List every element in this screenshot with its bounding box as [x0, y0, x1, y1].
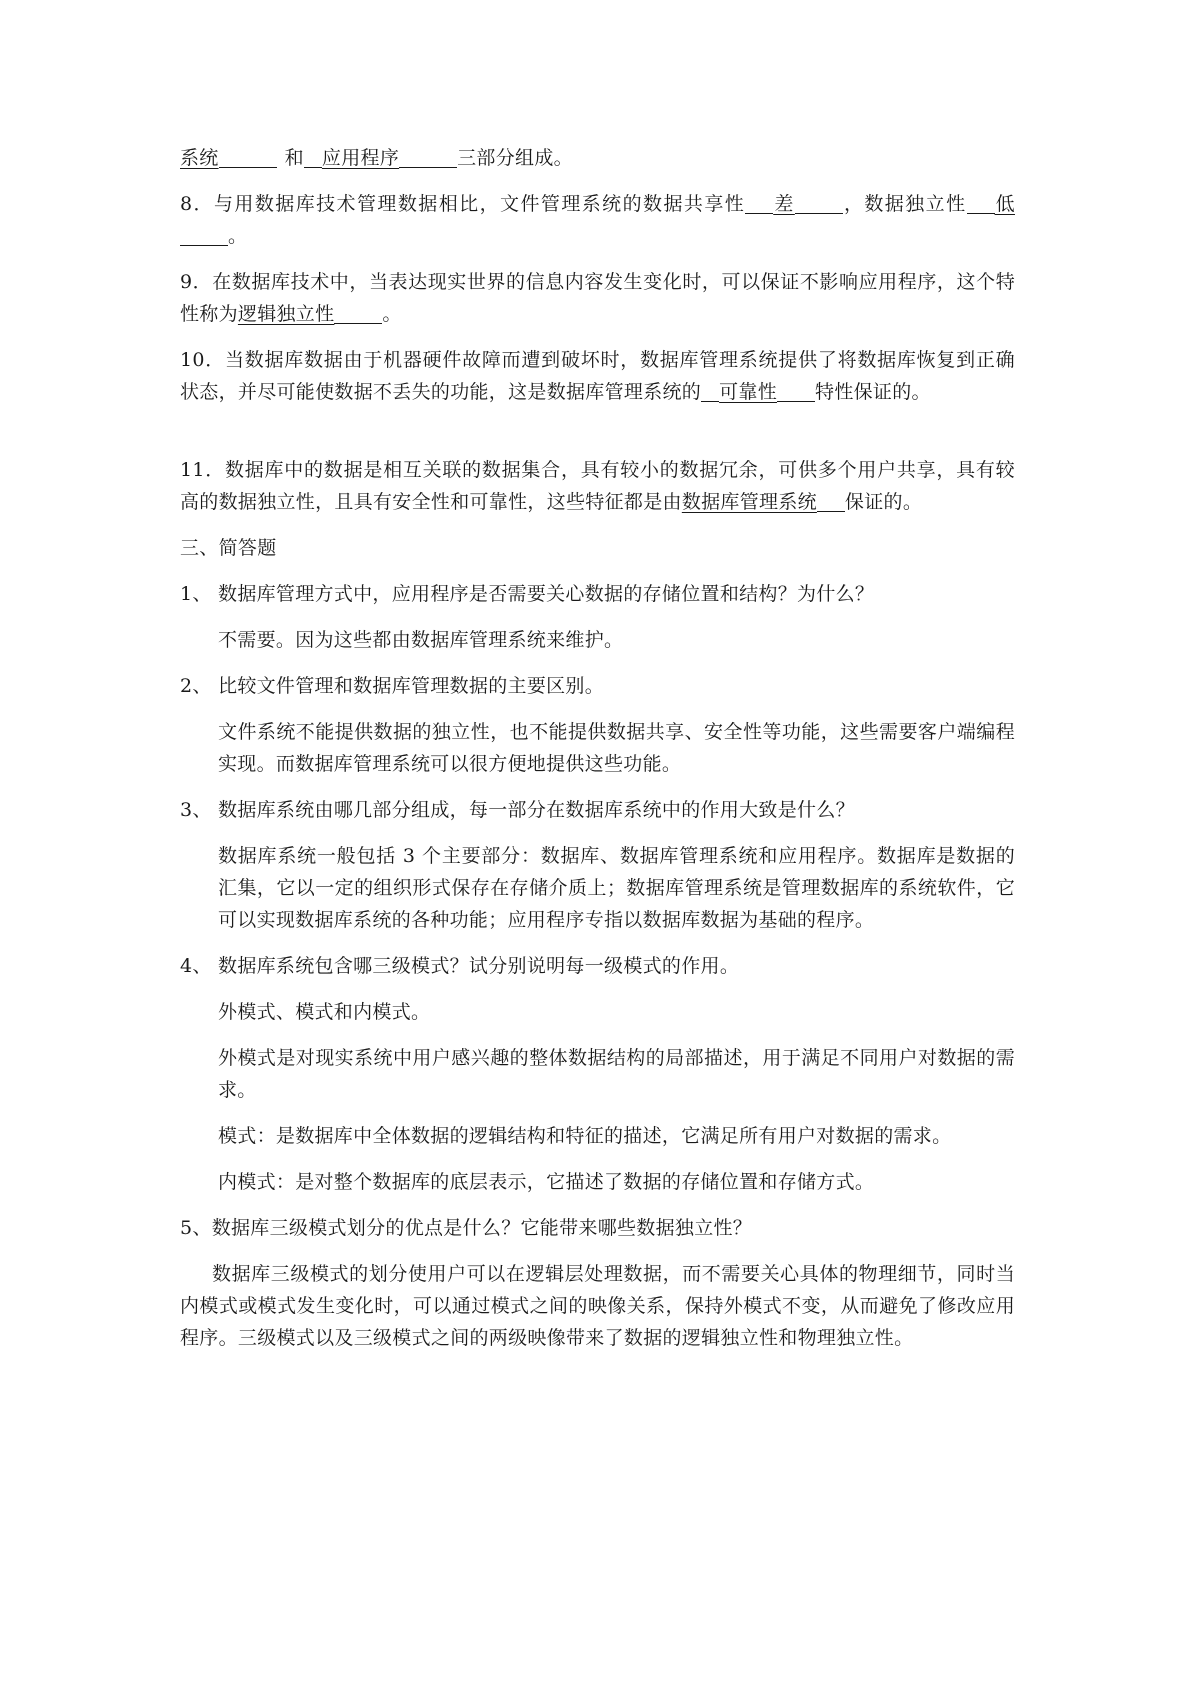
q7-blank-3	[304, 145, 322, 168]
short-answer-4-text-2: 外模式是对现实系统中用户感兴趣的整体数据结构的局部描述，用于满足不同用户对数据的需求。	[218, 1047, 1015, 1101]
document-page	[180, 142, 1015, 1354]
q11-blank-1	[817, 489, 845, 512]
q10-blank-2	[777, 379, 815, 402]
section-heading-short-answer: 三、简答题	[180, 537, 277, 559]
q10-text-2: 特性保证的。	[815, 381, 931, 403]
q7-answer-system: 系统	[180, 147, 219, 169]
question-8	[180, 188, 1015, 252]
short-answer-question-3: 3、 数据库系统由哪几部分组成，每一部分在数据库系统中的作用大致是什么？	[180, 799, 855, 821]
q8-text-3: 。	[228, 225, 248, 247]
q8-answer-2: 低	[994, 193, 1015, 215]
q10-blank-1	[701, 379, 719, 402]
short-answer-question-4: 4、 数据库系统包含哪三级模式？试分别说明每一级模式的作用。	[180, 955, 740, 977]
q11-text-2: 保证的。	[844, 491, 923, 513]
q11-answer-1: 数据库管理系统	[681, 491, 817, 513]
short-answer-4-text-1: 外模式、模式和内模式。	[218, 1001, 431, 1023]
q7-text-end: 三部分组成。	[457, 147, 573, 169]
q8-text-1: 8．与用数据库技术管理数据相比，文件管理系统的数据共享性	[180, 193, 746, 215]
q9-text-1: 9．在数据库技术中，当表达现实世界的信息内容发生变化时，可以保证不影响应用程序，这个特性称为	[180, 271, 1015, 325]
short-answer-3-text: 数据库系统一般包括 3 个主要部分：数据库、数据库管理系统和应用程序。数据库是数据的汇集，它以一定的组织形式保存在存储介质上；数据库管理系统是管理数据库的系统软件，它可以实现数据库系统的各种功能；应用程序专指以数据库数据为基础的程序。	[218, 845, 1015, 931]
question-10	[180, 344, 1015, 408]
question-9	[180, 266, 1015, 330]
short-answer-question-5: 5、数据库三级模式划分的优点是什么？它能带来哪些数据独立性？	[180, 1217, 753, 1239]
q8-blank-3	[967, 191, 995, 214]
short-answer-2-text: 文件系统不能提供数据的独立性，也不能提供数据共享、安全性等功能，这些需要客户端编程实现。而数据库管理系统可以很方便地提供这些功能。	[218, 721, 1015, 775]
q10-text-1: 10．当数据库数据由于机器硬件故障而遭到破坏时，数据库管理系统提供了将数据库恢复到正确状态，并尽可能使数据不丢失的功能，这是数据库管理系统的	[180, 349, 1015, 403]
q7-answer-app: 应用程序	[321, 147, 400, 169]
q7-blank-4	[399, 145, 457, 168]
q8-text-2: ，数据独立性	[842, 193, 967, 215]
short-answer-1-text: 不需要。因为这些都由数据库管理系统来维护。	[218, 629, 624, 651]
q7-blank-2	[277, 146, 285, 168]
short-answer-4-text-3: 模式：是数据库中全体数据的逻辑结构和特征的描述，它满足所有用户对数据的需求。	[218, 1125, 952, 1147]
question-11	[180, 454, 1015, 518]
q8-blank-4	[180, 223, 228, 246]
q9-blank-1	[334, 301, 382, 324]
q8-blank-1	[745, 191, 773, 214]
q7-blank-1	[219, 145, 277, 168]
short-answer-4-text-4: 内模式：是对整个数据库的底层表示，它描述了数据的存储位置和存储方式。	[218, 1171, 875, 1193]
q9-text-2: 。	[382, 303, 402, 325]
q8-answer-1: 差	[773, 193, 795, 215]
short-answer-question-2: 2、 比较文件管理和数据库管理数据的主要区别。	[180, 675, 605, 697]
q9-answer-1: 逻辑独立性	[237, 303, 335, 325]
q7-text-and: 和	[284, 147, 304, 169]
short-answer-question-1: 1、 数据库管理方式中，应用程序是否需要关心数据的存储位置和结构？为什么？	[180, 583, 875, 605]
q8-blank-2	[795, 191, 843, 214]
question-7-continuation	[180, 142, 1015, 174]
short-answer-5-text: 数据库三级模式的划分使用户可以在逻辑层处理数据，而不需要关心具体的物理细节，同时当内模式或模式发生变化时，可以通过模式之间的映像关系，保持外模式不变，从而避免了修改应用程序。三级模式以及三级模式之间的两级映像带来了数据的逻辑独立性和物理独立性。	[180, 1263, 1015, 1349]
q11-text-1: 11．数据库中的数据是相互关联的数据集合，具有较小的数据冗余，可供多个用户共享，具有较高的数据独立性，且具有安全性和可靠性，这些特征都是由	[180, 459, 1015, 513]
q10-answer-1: 可靠性	[719, 381, 778, 403]
